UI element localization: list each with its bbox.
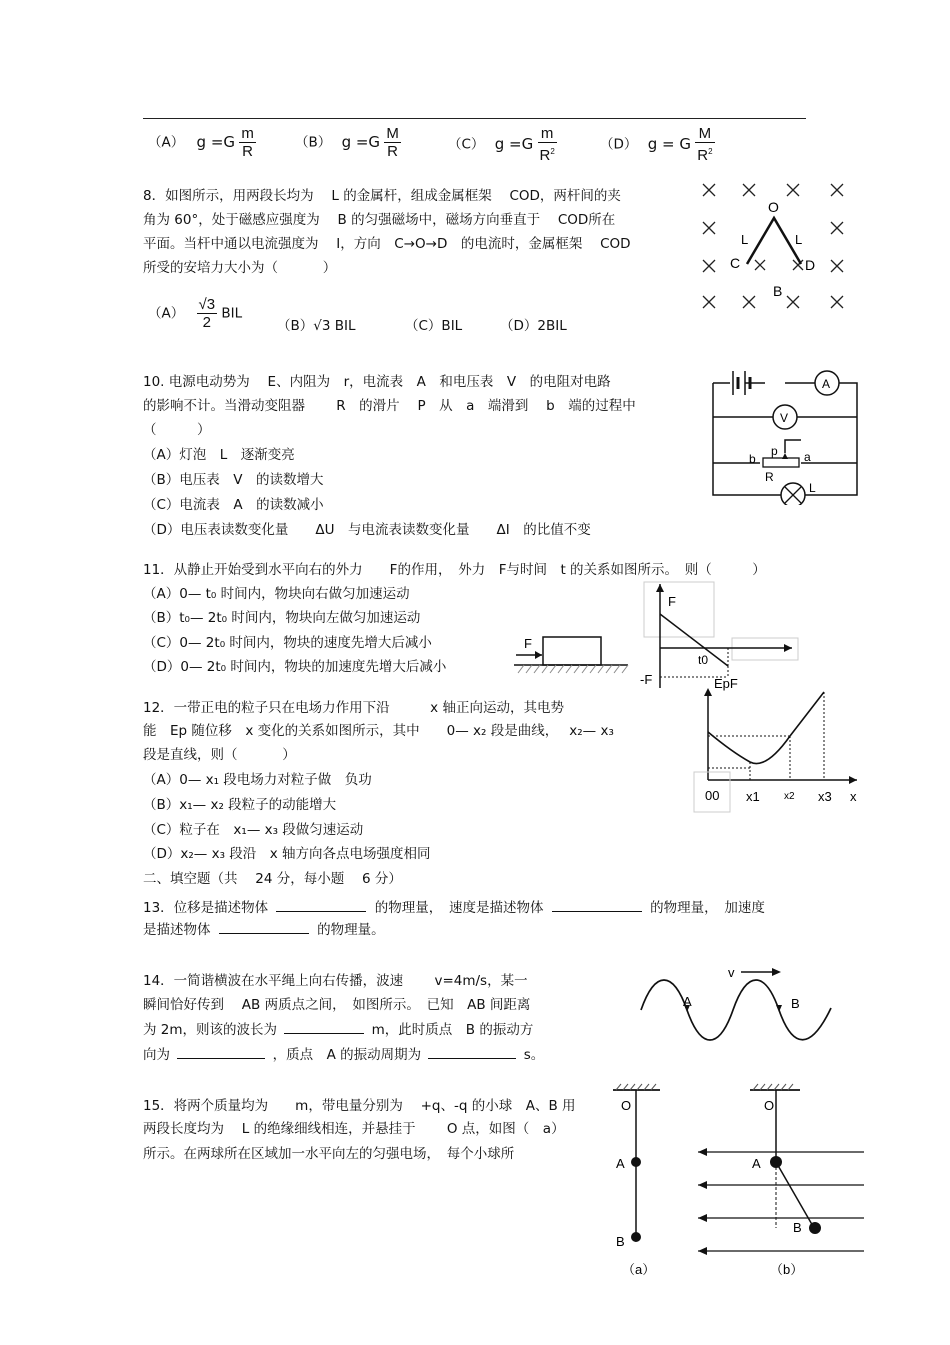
opt-label: （D） [600, 136, 638, 153]
label-l: L [809, 481, 816, 495]
opt-label: （A） [148, 305, 185, 322]
q14-line-3 [143, 1021, 533, 1038]
q11-option-a: （A）0— t₀ 时间内，物块向右做匀加速运动 [143, 586, 410, 602]
q15-figure-b [692, 1082, 867, 1282]
caption-b: （b） [770, 1262, 804, 1277]
q13-text-d: 是描述物体 [143, 922, 211, 938]
label-b: B [616, 1234, 625, 1249]
tick-t0: t0 [698, 653, 709, 667]
opt-label: （B） [295, 134, 332, 151]
q13-blank-1[interactable] [276, 899, 366, 912]
q11-stem: 11．从静止开始受到水平向右的外力 F的作用， 外力 F与时间 t 的关系如图所示。 则（ ） [143, 562, 766, 578]
label-b-end: b [749, 452, 756, 466]
q14-text-a: 为 2m，则该的波长为 [143, 1022, 278, 1038]
q13-text-c: 的物理量， 加速度 [650, 900, 765, 916]
tick-origin: 00 [705, 788, 720, 803]
q14-text-b: m，此时质点 B 的振动方 [371, 1022, 534, 1038]
label-p: p [771, 444, 778, 458]
q14-line-4 [143, 1046, 544, 1063]
denominator: 2 [202, 314, 211, 331]
den-exp: 2 [708, 147, 713, 156]
q13-line-2 [143, 921, 385, 938]
den-exp: 2 [550, 147, 555, 156]
slider-arrow-icon [782, 453, 788, 459]
q15-line-3: 所示。在两球所在区域加一水平向左的匀强电场， 每个小球所 [143, 1146, 515, 1162]
q14-line-2: 瞬间恰好传到 AB 两质点之间， 如图所示。 已知 AB 间距离 [143, 997, 531, 1013]
label-l-left: L [741, 232, 749, 247]
q10-line-3: （ ） [143, 422, 211, 438]
label-a: A [752, 1156, 761, 1171]
label-a: A [683, 994, 692, 1009]
q8-option-b: （B）√3 BIL [277, 318, 356, 334]
q13-blank-3[interactable] [219, 921, 309, 934]
q14-text-e: s。 [523, 1047, 545, 1063]
q8-line-4: 所受的安培力大小为（ ） [143, 260, 337, 276]
q12-ep-graph [692, 674, 867, 814]
denominator: R [242, 143, 253, 160]
fraction [197, 296, 218, 331]
force-label: F [524, 636, 532, 651]
q12-line-1: 12．一带正电的粒子只在电场力作用下沿 x 轴正向运动，其电势 [143, 700, 564, 716]
q14-blank-3[interactable] [428, 1046, 516, 1059]
q11-block-figure [510, 630, 630, 678]
q8-line-3: 平面。当杆中通以电流强度为 I，方向 C→O→D 的电流时，金属框架 COD [143, 236, 631, 252]
q15-line-1: 15．将两个质量均为 m，带电量分别为 +q、-q 的小球 A、B 用 [143, 1098, 576, 1114]
q10-option-d: （D）电压表读数变化量 ΔU 与电流表读数变化量 ΔI 的比值不变 [143, 522, 591, 538]
label-l-right: L [795, 232, 803, 247]
ball-b [631, 1232, 641, 1242]
q13-line-1 [143, 899, 765, 916]
rheostat-icon [763, 458, 799, 467]
axis-label-f: F [668, 594, 676, 609]
q12-option-b: （B）x₁— x₂ 段粒子的动能增大 [143, 797, 337, 813]
opt-label: （C） [448, 136, 485, 153]
q8-option-d: （D）2BIL [500, 318, 567, 334]
q8-option-c: （C）BIL [405, 318, 463, 334]
top-rule [143, 118, 806, 119]
q8-line-1: 8．如图所示，用两段长均为 L 的金属杆，组成金属框架 COD，两杆间的夹 [143, 188, 621, 204]
q8-line-2: 角为 60°，处于磁感应强度为 B 的匀强磁场中，磁场方向垂直于 COD所在 [143, 212, 616, 228]
fraction [695, 125, 714, 164]
den-base: R [539, 147, 551, 164]
q14-blank-1[interactable] [284, 1021, 364, 1034]
tick-x3: x3 [818, 789, 832, 804]
q12-option-d: （D）x₂— x₃ 段沿 x 轴方向各点电场强度相同 [143, 846, 431, 862]
label-o: O [768, 199, 779, 215]
electric-field-lines [698, 1152, 864, 1251]
numerator: M [386, 125, 399, 142]
opt-lhs: g =G [196, 132, 236, 151]
opt-tail: BIL [221, 305, 243, 322]
q10-option-b: （B）电压表 V 的读数增大 [143, 472, 324, 488]
q10-line-2: 的影响不计。当滑动变阻器 R 的滑片 P 从 a 端滑到 b 端的过程中 [143, 398, 636, 414]
label-a-end: a [804, 450, 811, 464]
q15-line-2: 两段长度均为 L 的绝缘细线相连，并悬挂于 O 点，如图（ a） [143, 1121, 565, 1137]
frame-cod [747, 218, 801, 264]
numerator: m [538, 125, 557, 143]
ep-curve [708, 692, 824, 764]
wave-curve [641, 980, 831, 1040]
q10-option-a: （A）灯泡 L 逐渐变亮 [143, 447, 295, 463]
q12-line-3: 段是直线，则（ ） [143, 747, 296, 763]
numerator: m [241, 125, 254, 142]
axis-label-x: x [850, 789, 857, 804]
den-base: R [697, 147, 709, 164]
q14-text-c: 向为 [143, 1047, 170, 1063]
q13-text-b: 的物理量， 速度是描述物体 [374, 900, 544, 916]
q8-option-a [148, 296, 242, 331]
fraction [384, 125, 401, 160]
fraction [239, 125, 256, 160]
q12-line-2: 能 Ep 随位移 x 变化的关系如图所示，其中 0— x₂ 段是曲线， x₂— x₃ [143, 723, 614, 739]
q14-text-d: ，质点 A 的振动周期为 [272, 1047, 422, 1063]
q10-line-1: 10. 电源电动势为 E、内阻为 r，电流表 A 和电压表 V 的电阻对电路 [143, 374, 611, 390]
q14-wave-figure [635, 960, 840, 1055]
ball-a [770, 1156, 782, 1168]
label-a: A [616, 1156, 625, 1171]
label-o: O [764, 1098, 775, 1113]
label-c: C [730, 255, 741, 271]
tick-x1: x1 [746, 789, 760, 804]
q7-option-a [148, 125, 256, 160]
q11-option-b: （B）t₀— 2t₀ 时间内，物块向左做匀加速运动 [143, 610, 421, 626]
label-o: O [621, 1098, 632, 1113]
q7-option-b [295, 125, 401, 160]
q10-option-c: （C）电流表 A 的读数减小 [143, 497, 324, 513]
denominator: R [387, 143, 399, 160]
q14-line-1: 14．一简谐横波在水平绳上向右传播，波速 v=4m/s，某一 [143, 973, 528, 989]
q7-option-c [448, 125, 557, 164]
axis-label-ep: EpF [714, 676, 738, 691]
q11-option-c: （C）0— 2t₀ 时间内，物块的速度先增大后减小 [143, 635, 432, 651]
section-2-heading: 二、填空题（共 24 分，每小题 6 分） [143, 871, 402, 887]
q10-circuit [705, 365, 865, 505]
q12-option-a: （A）0— x₁ 段电场力对粒子做 负功 [143, 772, 372, 788]
opt-lhs: g = G [647, 134, 691, 153]
ball-a [631, 1157, 641, 1167]
denominator [538, 143, 557, 164]
voltmeter-label: V [780, 411, 789, 425]
opt-lhs: g =G [494, 134, 534, 153]
q13-text-e: 的物理量。 [317, 922, 385, 938]
caption-a: （a） [622, 1262, 656, 1277]
opt-label: （A） [148, 134, 185, 151]
label-d: D [805, 257, 816, 273]
denominator [695, 143, 714, 164]
ammeter-label: A [822, 377, 831, 391]
q13-text-a: 13．位移是描述物体 [143, 900, 269, 916]
label-b: B [773, 283, 783, 299]
q13-blank-2[interactable] [552, 899, 642, 912]
lamp-icon [781, 483, 805, 505]
label-b: B [791, 996, 800, 1011]
numerator: √3 [198, 296, 216, 313]
label-b: B [793, 1220, 802, 1235]
q14-blank-2[interactable] [177, 1046, 265, 1059]
fraction [538, 125, 557, 164]
label-r: R [765, 470, 774, 484]
tick-neg-f: -F [640, 672, 653, 687]
q8-figure [695, 178, 855, 313]
ball-b [809, 1222, 821, 1234]
label-v: v [728, 965, 735, 980]
q11-option-d: （D）0— 2t₀ 时间内，物块的加速度先增大后减小 [143, 659, 447, 675]
numerator: M [695, 125, 714, 143]
q12-option-c: （C）粒子在 x₁— x₃ 段做匀速运动 [143, 822, 364, 838]
opt-lhs: g =G [341, 132, 381, 151]
block [543, 637, 601, 665]
q7-option-d [600, 125, 715, 164]
q15-figure-a [608, 1082, 668, 1282]
tick-x2: x2 [784, 791, 795, 802]
